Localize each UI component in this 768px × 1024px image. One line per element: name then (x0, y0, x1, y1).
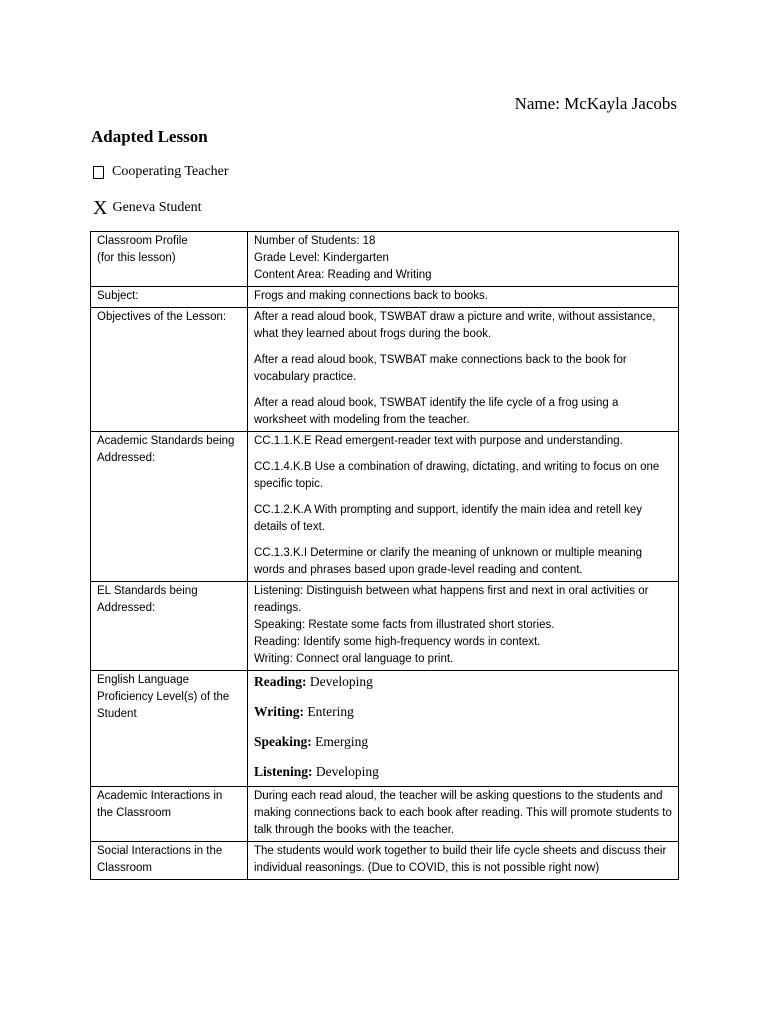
el-standard-item: Speaking: Restate some facts from illustrated short stories. (254, 619, 555, 631)
table-row-subject (91, 287, 679, 308)
table-row-el-standards (91, 582, 679, 671)
geneva-student-label: Geneva Student (112, 200, 202, 215)
proficiency-item (254, 732, 672, 752)
table-row-academic-interactions (91, 787, 679, 842)
proficiency-item (254, 762, 672, 782)
skill-level: Emerging (315, 734, 369, 749)
row-label: Objectives of the Lesson: (91, 308, 248, 432)
skill-label: Writing: (254, 704, 304, 719)
checkbox-empty-icon (93, 166, 104, 179)
proficiency-item (254, 702, 672, 722)
row-value (248, 308, 679, 432)
label-line: Classroom Profile (97, 235, 188, 247)
geneva-student-option (93, 198, 201, 218)
row-value (248, 671, 679, 787)
row-value: Frogs and making connections back to books. (248, 287, 679, 308)
row-label: Academic Interactions in the Classroom (91, 787, 248, 842)
objective-item: After a read aloud book, TSWBAT make connections back to the book for vocabulary practice. (254, 354, 627, 383)
el-standard-item: Listening: Distinguish between what happens first and next in oral activities or readings. (254, 585, 649, 614)
table-row-proficiency-levels (91, 671, 679, 787)
row-value (248, 432, 679, 582)
cooperating-teacher-option (93, 164, 229, 180)
el-standard-item: Writing: Connect oral language to print. (254, 653, 454, 665)
row-label: Social Interactions in the Classroom (91, 842, 248, 880)
table-row-social-interactions (91, 842, 679, 880)
skill-label: Reading: (254, 674, 307, 689)
content-area: Content Area: Reading and Writing (254, 269, 432, 281)
skill-level: Entering (307, 704, 354, 719)
standard-item: CC.1.2.K.A With prompting and support, identify the main idea and retell key details of text. (254, 504, 643, 533)
row-value (248, 582, 679, 671)
row-value (248, 232, 679, 287)
standard-item: CC.1.3.K.I Determine or clarify the meaning of unknown or multiple meaning words and phrases based upon grade-level reading and content. (254, 547, 642, 576)
table-row-classroom-profile (91, 232, 679, 287)
row-value: The students would work together to build their life cycle sheets and discuss their individual reasonings. (Due to COVID, this is not possible right now) (248, 842, 679, 880)
row-label: English Language Proficiency Level(s) of the Student (91, 671, 248, 787)
skill-label: Speaking: (254, 734, 312, 749)
label-line: (for this lesson) (97, 252, 176, 264)
document-title: Adapted Lesson (91, 127, 208, 146)
student-name: Name: McKayla Jacobs (514, 94, 677, 113)
row-value: During each read aloud, the teacher will be asking questions to the students and making connections back to each book after reading. This will promote students to talk through the books with the teacher. (248, 787, 679, 842)
x-mark-icon: X (93, 197, 108, 219)
objective-item: After a read aloud book, TSWBAT identify the life cycle of a frog using a worksheet with modeling from the teacher. (254, 397, 619, 426)
table-row-academic-standards (91, 432, 679, 582)
proficiency-item (254, 672, 672, 692)
standard-item: CC.1.4.K.B Use a combination of drawing, dictating, and writing to focus on one specific topic. (254, 461, 660, 490)
number-of-students: Number of Students: 18 (254, 235, 376, 247)
skill-level: Developing (315, 764, 379, 779)
standard-item: CC.1.1.K.E Read emergent-reader text with purpose and understanding. (254, 435, 623, 447)
skill-label: Listening: (254, 764, 313, 779)
row-label: Subject: (91, 287, 248, 308)
grade-level: Grade Level: Kindergarten (254, 252, 389, 264)
row-label: Academic Standards being Addressed: (91, 432, 248, 582)
cooperating-teacher-label: Cooperating Teacher (112, 164, 229, 179)
row-label: EL Standards being Addressed: (91, 582, 248, 671)
table-row-objectives (91, 308, 679, 432)
row-label (91, 232, 248, 287)
el-standard-item: Reading: Identify some high-frequency words in context. (254, 636, 541, 648)
objective-item: After a read aloud book, TSWBAT draw a picture and write, without assistance, what they learned about frogs during the book. (254, 311, 656, 340)
skill-level: Developing (309, 674, 373, 689)
lesson-table (90, 231, 679, 880)
